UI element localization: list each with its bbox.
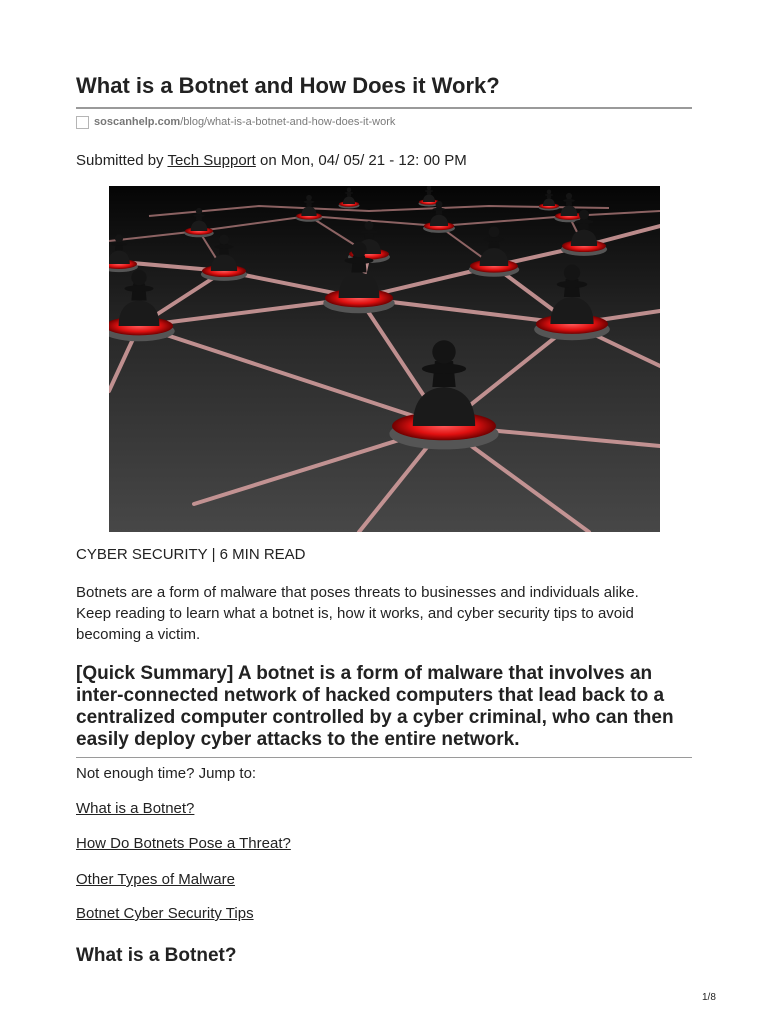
title-divider xyxy=(76,107,692,109)
summary-divider xyxy=(76,757,692,758)
source-url[interactable] xyxy=(76,114,395,130)
toc-item-what-is-botnet xyxy=(76,800,194,817)
quick-summary: [Quick Summary] A botnet is a form of malware that involves an inter-connected network of hacked computers that lead back to a centralized computer controlled by a cyber criminal, who can then easily deploy cyber attacks to the entire network. xyxy=(76,663,674,750)
submitted-prefix: Submitted by xyxy=(76,152,168,169)
intro-paragraph: Botnets are a form of malware that poses threats to businesses and individuals alike. Keep reading to learn what a botnet is, how it works, and cyber security tips to avoid becoming a victim. xyxy=(76,584,639,643)
author-link[interactable]: Tech Support xyxy=(167,152,256,169)
toc-link[interactable]: Other Types of Malware xyxy=(76,871,235,888)
toc-item-botnet-threat xyxy=(76,835,291,852)
toc-item-security-tips xyxy=(76,905,254,922)
submitted-date: on Mon, 04/ 05/ 21 - 12: 00 PM xyxy=(255,152,467,169)
toc-item-other-malware xyxy=(76,871,235,888)
toc-link[interactable]: What is a Botnet? xyxy=(76,800,195,817)
source-path: /blog/what-is-a-botnet-and-how-does-it-work xyxy=(180,116,396,128)
jump-to-label: Not enough time? Jump to: xyxy=(76,765,257,782)
botnet-hero-image xyxy=(109,186,660,532)
toc-link[interactable]: Botnet Cyber Security Tips xyxy=(76,905,254,922)
toc-link[interactable]: How Do Botnets Pose a Threat? xyxy=(76,835,291,852)
page-number: 1/8 xyxy=(702,992,716,1003)
source-domain: soscanhelp.com xyxy=(94,116,181,128)
favicon-icon xyxy=(76,116,89,129)
article-title: What is a Botnet and How Does it Work? xyxy=(76,73,500,98)
submitted-line xyxy=(76,152,467,169)
category-read-time: CYBER SECURITY | 6 MIN READ xyxy=(76,546,306,563)
section-heading: What is a Botnet? xyxy=(76,945,237,966)
